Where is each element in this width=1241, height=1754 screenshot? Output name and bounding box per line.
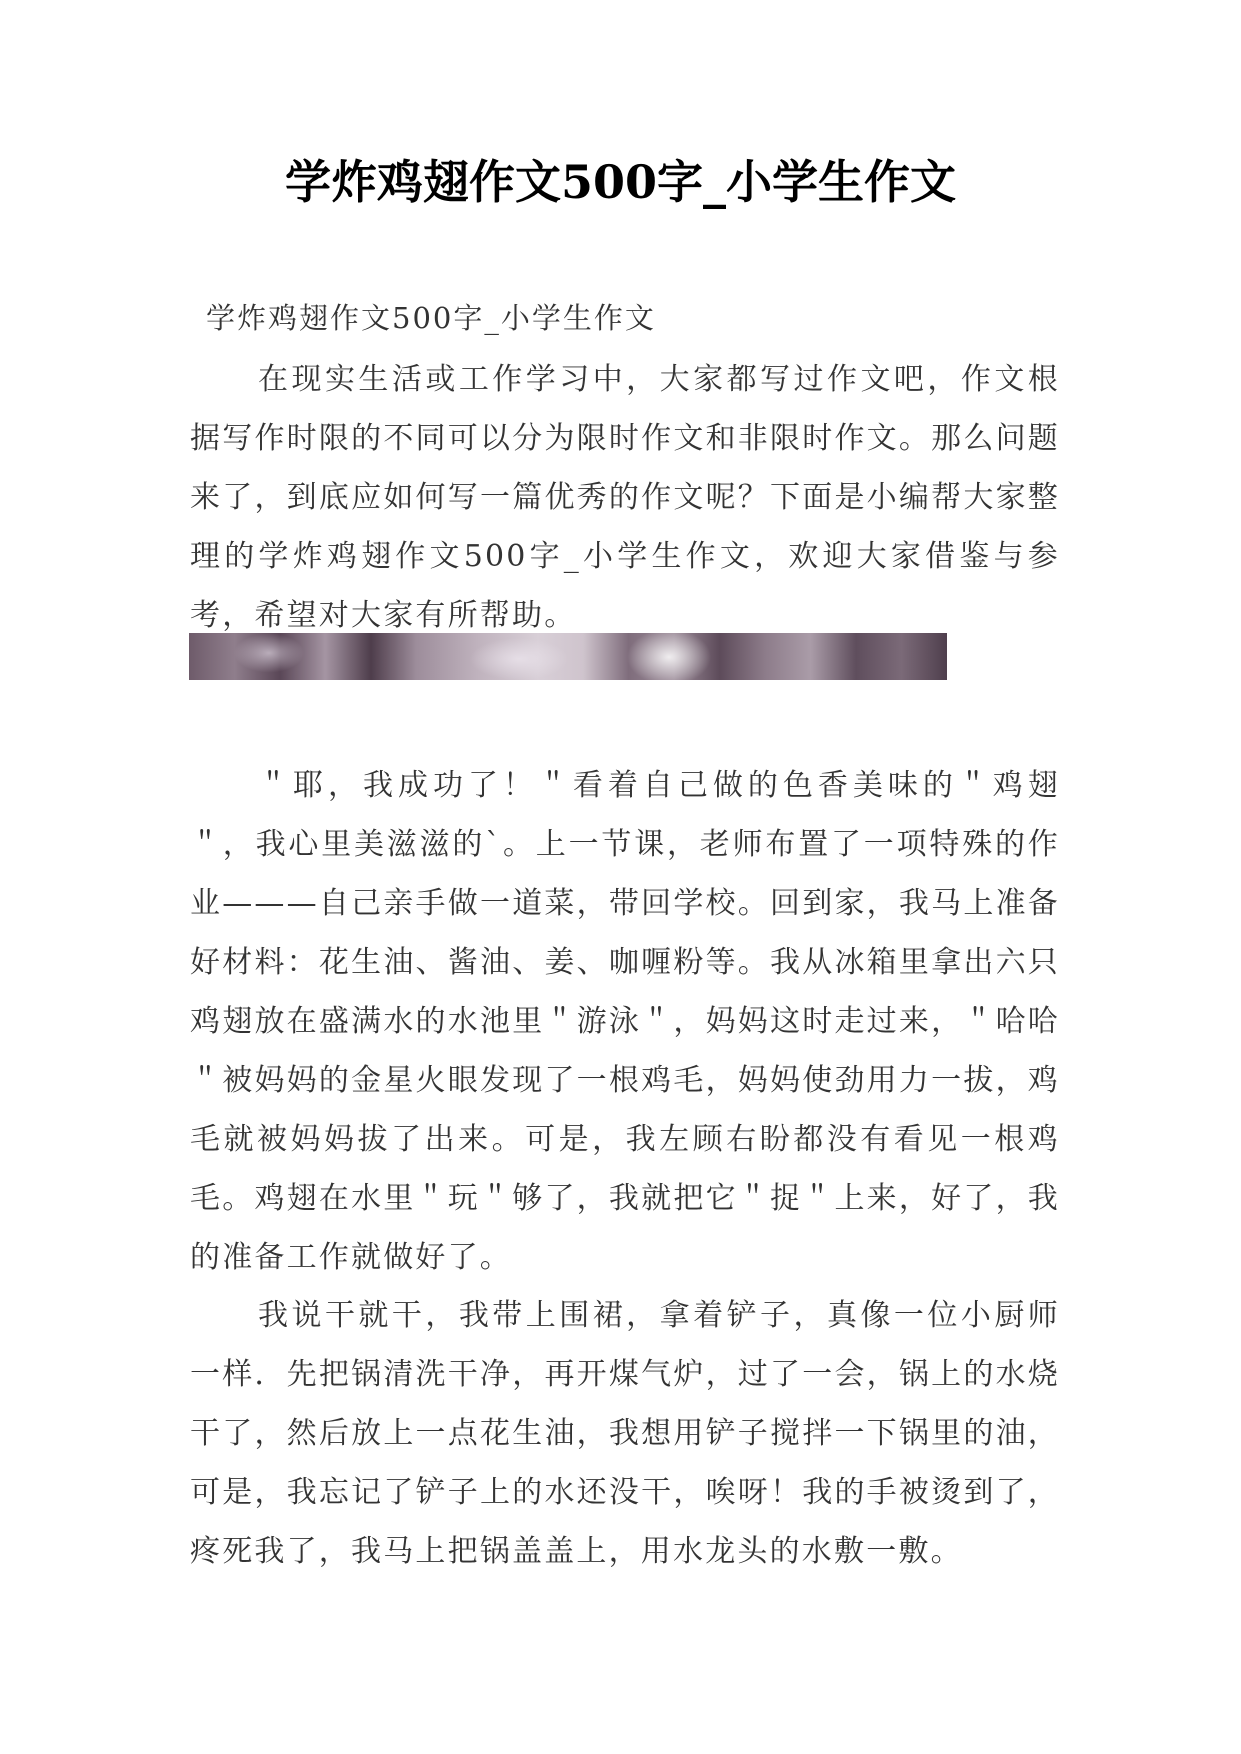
document-title: 学炸鸡翅作文500字_小学生作文: [284, 155, 957, 209]
body-paragraph: 我说干就干，我带上围裙，拿着铲子，真像一位小厨师一样．先把锅清洗干净，再开煤气炉，过了一会，锅上的水烧干了，然后放上一点花生油，我想用铲子搅拌一下锅里的油，可是，我忘记了铲子上的水还没干，唉呀！我的手被烫到了，疼死我了，我马上把锅盖盖上，用水龙头的水敷一敷。: [190, 1298, 1060, 1569]
document-subtitle: 学炸鸡翅作文500字_小学生作文: [206, 301, 656, 335]
decorative-banner-image: [189, 633, 947, 680]
intro-paragraph: 在现实生活或工作学习中，大家都写过作文吧，作文根据写作时限的不同可以分为限时作文和非限时作文。那么问题来了，到底应如何写一篇优秀的作文呢？下面是小编帮大家整理的学炸鸡翅作文500字_小学生作文，欢迎大家借鉴与参考，希望对大家有所帮助。: [190, 362, 1060, 633]
body-paragraph: ＂耶，我成功了！＂看着自己做的色香美味的＂鸡翅＂，我心里美滋滋的`。上一节课，老师布置了一项特殊的作业———自己亲手做一道菜，带回学校。回到家，我马上准备好材料：花生油、酱油、姜、咖喱粉等。我从冰箱里拿出六只鸡翅放在盛满水的水池里＂游泳＂，妈妈这时走过来，＂哈哈＂被妈妈的金星火眼发现了一根鸡毛，妈妈使劲用力一拔，鸡毛就被妈妈拔了出来。可是，我左顾右盼都没有看见一根鸡毛。鸡翅在水里＂玩＂够了，我就把它＂捉＂上来，好了，我的准备工作就做好了。: [190, 768, 1060, 1275]
